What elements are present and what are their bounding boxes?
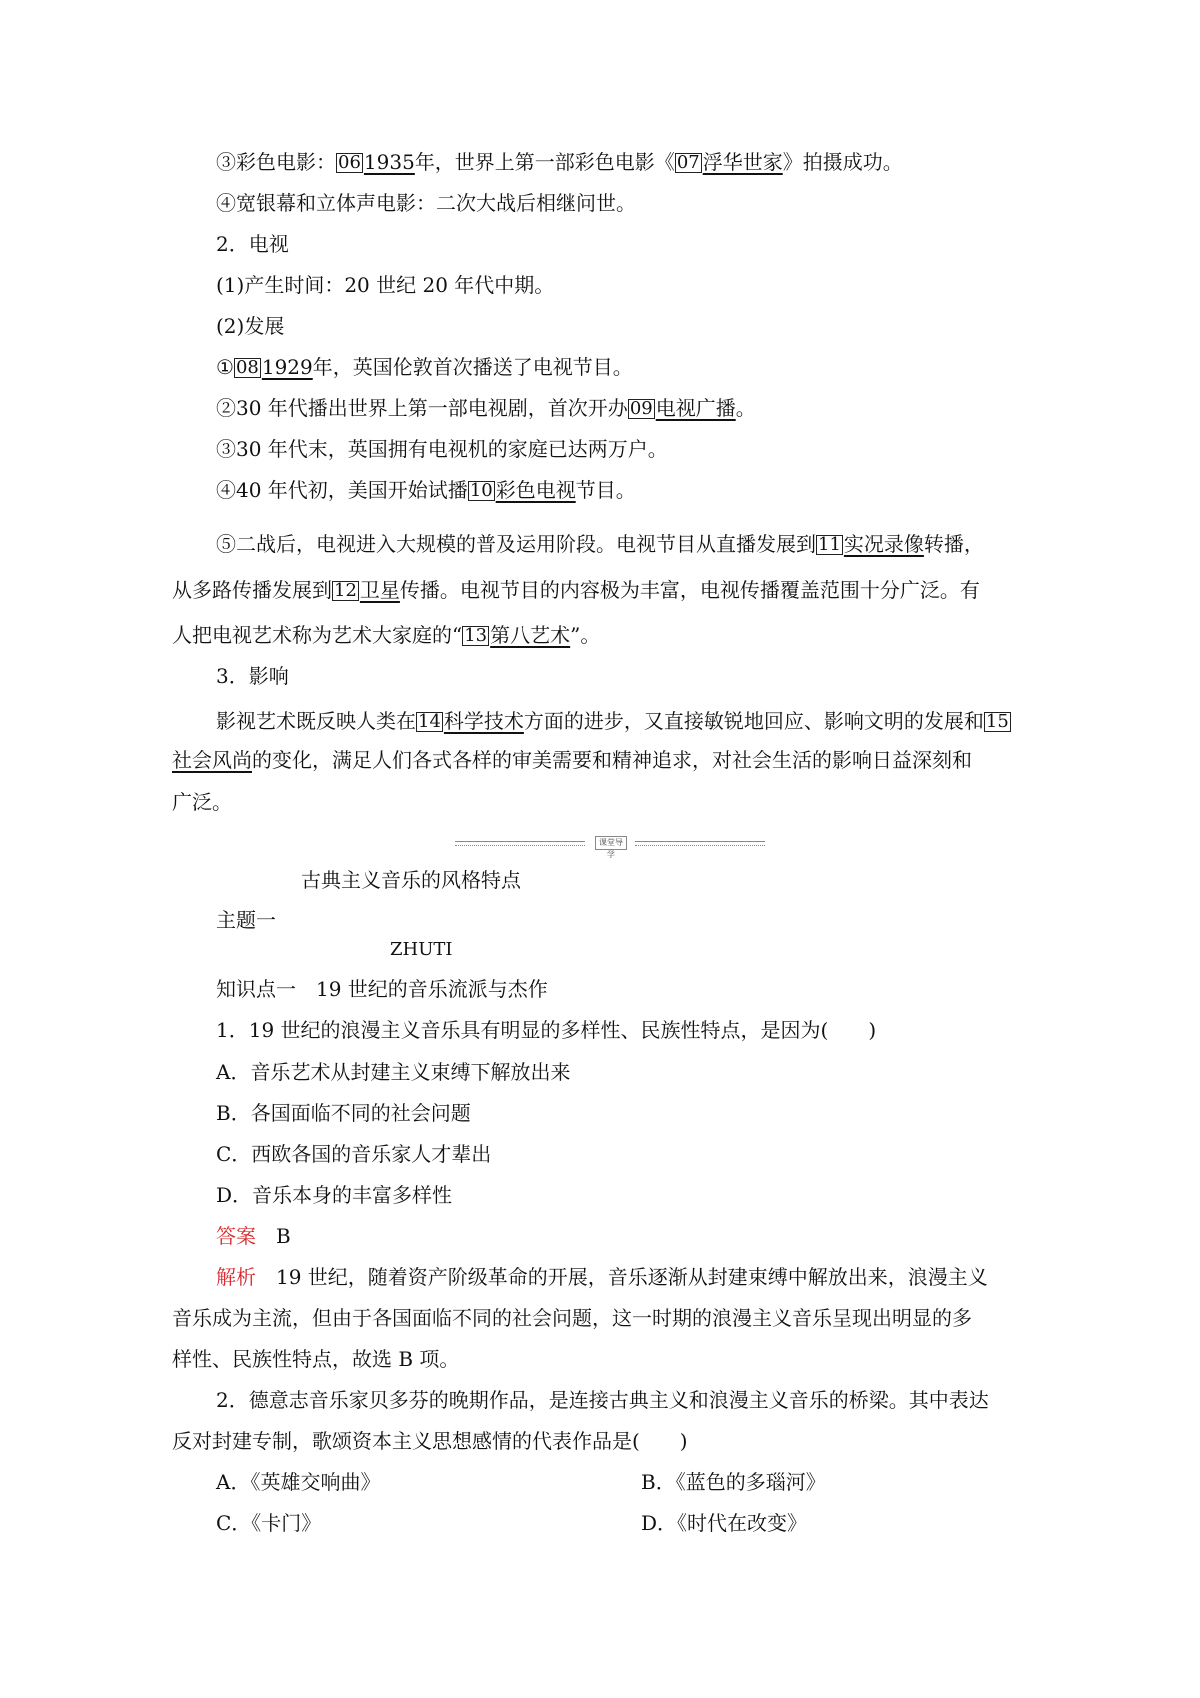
blank-answer: 电视广播 — [655, 396, 736, 420]
analysis-line: 样性、民族性特点，故选 B 项。 — [172, 1347, 460, 1371]
text: 的变化，满足人们各式各样的审美需要和精神追求，对社会生活的影响日益深刻和 — [252, 748, 972, 772]
blank-answer: 实况录像 — [843, 532, 924, 556]
blank-badge: 13 — [464, 625, 488, 646]
text: 年，世界上第一部彩色电影《 — [414, 150, 675, 174]
text-line: ④宽银幕和立体声电影：二次大战后相继问世。 — [216, 191, 636, 215]
option-a: A．《英雄交响曲》 — [216, 1470, 381, 1494]
blank-answer: 卫星 — [359, 578, 400, 602]
text: 人把电视艺术称为艺术大家庭的“ — [172, 623, 463, 647]
heading-tv: 2．电视 — [216, 232, 289, 256]
theme-label: 主题一 — [216, 908, 276, 932]
text-line: ③30 年代末，英国拥有电视机的家庭已达两万户。 — [216, 437, 668, 461]
text: ④40 年代初，美国开始试播 — [216, 478, 468, 502]
text-line — [216, 707, 1012, 735]
blank-badge: 15 — [985, 711, 1009, 732]
text: ②30 年代播出世界上第一部电视剧，首次开办 — [216, 396, 628, 420]
text: 影视艺术既反映人类在 — [216, 709, 416, 733]
text-line — [216, 394, 756, 422]
blank-badge: 11 — [818, 534, 841, 555]
text-line — [216, 476, 636, 504]
option-d: D．音乐本身的丰富多样性 — [216, 1183, 453, 1207]
section-divider — [455, 836, 765, 859]
answer-line — [216, 1222, 291, 1250]
text: 传播。电视节目的内容极为丰富，电视传播覆盖范围十分广泛。有 — [399, 578, 980, 602]
blank-badge: 10 — [469, 480, 493, 501]
blank-number — [332, 578, 400, 602]
option-c: C．西欧各国的音乐家人才辈出 — [216, 1142, 492, 1166]
text: 年，英国伦敦首次播送了电视节目。 — [312, 355, 633, 379]
knowledge-point: 知识点一 19 世纪的音乐流派与杰作 — [216, 977, 548, 1001]
text-line — [172, 746, 972, 774]
blank-answer: 1929 — [261, 355, 313, 379]
text-line — [172, 576, 980, 604]
question-stem: 2．德意志音乐家贝多芬的晚期作品，是连接古典主义和浪漫主义音乐的桥梁。其中表达 — [216, 1388, 989, 1412]
blank-answer: 浮华世家 — [702, 150, 783, 174]
option-b: B．《蓝色的多瑙河》 — [641, 1470, 826, 1494]
theme-pinyin: ZHUTI — [390, 939, 453, 960]
text: 转播， — [923, 532, 984, 556]
blank-badge: 12 — [334, 580, 357, 601]
option-c: C．《卡门》 — [216, 1511, 322, 1535]
blank-number — [675, 150, 783, 174]
text: ③彩色电影： — [216, 150, 336, 174]
text-line: (2)发展 — [216, 314, 285, 338]
blank-number — [816, 532, 924, 556]
analysis-label: 解析 — [216, 1265, 256, 1289]
blank-answer: 彩色电视 — [495, 478, 576, 502]
blank-answer: 1935 — [363, 150, 415, 174]
blank-badge: 14 — [418, 711, 441, 732]
blank-badge: 06 — [338, 152, 361, 173]
text-line: (1)产生时间：20 世纪 20 年代中期。 — [216, 273, 555, 297]
text: ⑤二战后，电视进入大规模的普及运用阶段。电视节目从直播发展到 — [216, 532, 816, 556]
blank-answer: 科学技术 — [443, 709, 524, 733]
section-title: 古典主义音乐的风格特点 — [301, 868, 521, 892]
option-a: A．音乐艺术从封建主义束缚下解放出来 — [216, 1060, 571, 1084]
blank-answer: 第八艺术 — [490, 623, 571, 647]
text: ”。 — [570, 623, 601, 647]
text-line: 广泛。 — [172, 790, 232, 814]
answer-value: B — [276, 1224, 291, 1248]
question-stem: 反对封建专制，歌颂资本主义思想感情的代表作品是( ) — [172, 1429, 688, 1453]
divider-label: 课堂导学 — [595, 836, 627, 850]
answer-label: 答案 — [216, 1224, 256, 1248]
text: 19 世纪，随着资产阶级革命的开展，音乐逐渐从封建束缚中解放出来，浪漫主义 — [276, 1265, 988, 1289]
text: 节目。 — [575, 478, 636, 502]
analysis-line — [216, 1263, 988, 1291]
text: 方面的进步，又直接敏锐地回应、影响文明的发展和 — [523, 709, 984, 733]
question-stem: 1．19 世纪的浪漫主义音乐具有明显的多样性、民族性特点，是因为( ) — [216, 1018, 877, 1042]
option-d: D．《时代在改变》 — [641, 1511, 808, 1535]
blank-badge: 07 — [676, 152, 700, 173]
blank-number — [234, 355, 313, 379]
text-line — [216, 530, 984, 558]
text-line — [172, 621, 600, 649]
blank-answer: 社会风尚 — [172, 748, 252, 772]
analysis-line: 音乐成为主流，但由于各国面临不同的社会问题，这一时期的浪漫主义音乐呈现出明显的多 — [172, 1306, 972, 1330]
blank-number — [416, 709, 524, 733]
text: ① — [216, 355, 234, 379]
text-line — [216, 353, 633, 381]
blank-number — [462, 623, 570, 647]
blank-badge: 09 — [629, 398, 653, 419]
blank-number — [336, 150, 415, 174]
blank-number — [628, 396, 736, 420]
heading-impact: 3．影响 — [216, 664, 289, 688]
text-line — [216, 148, 903, 176]
text: 》拍摄成功。 — [782, 150, 903, 174]
text: 。 — [735, 396, 756, 420]
option-b: B．各国面临不同的社会问题 — [216, 1101, 471, 1125]
blank-number — [468, 478, 576, 502]
blank-badge: 08 — [235, 357, 259, 378]
text: 从多路传播发展到 — [172, 578, 332, 602]
